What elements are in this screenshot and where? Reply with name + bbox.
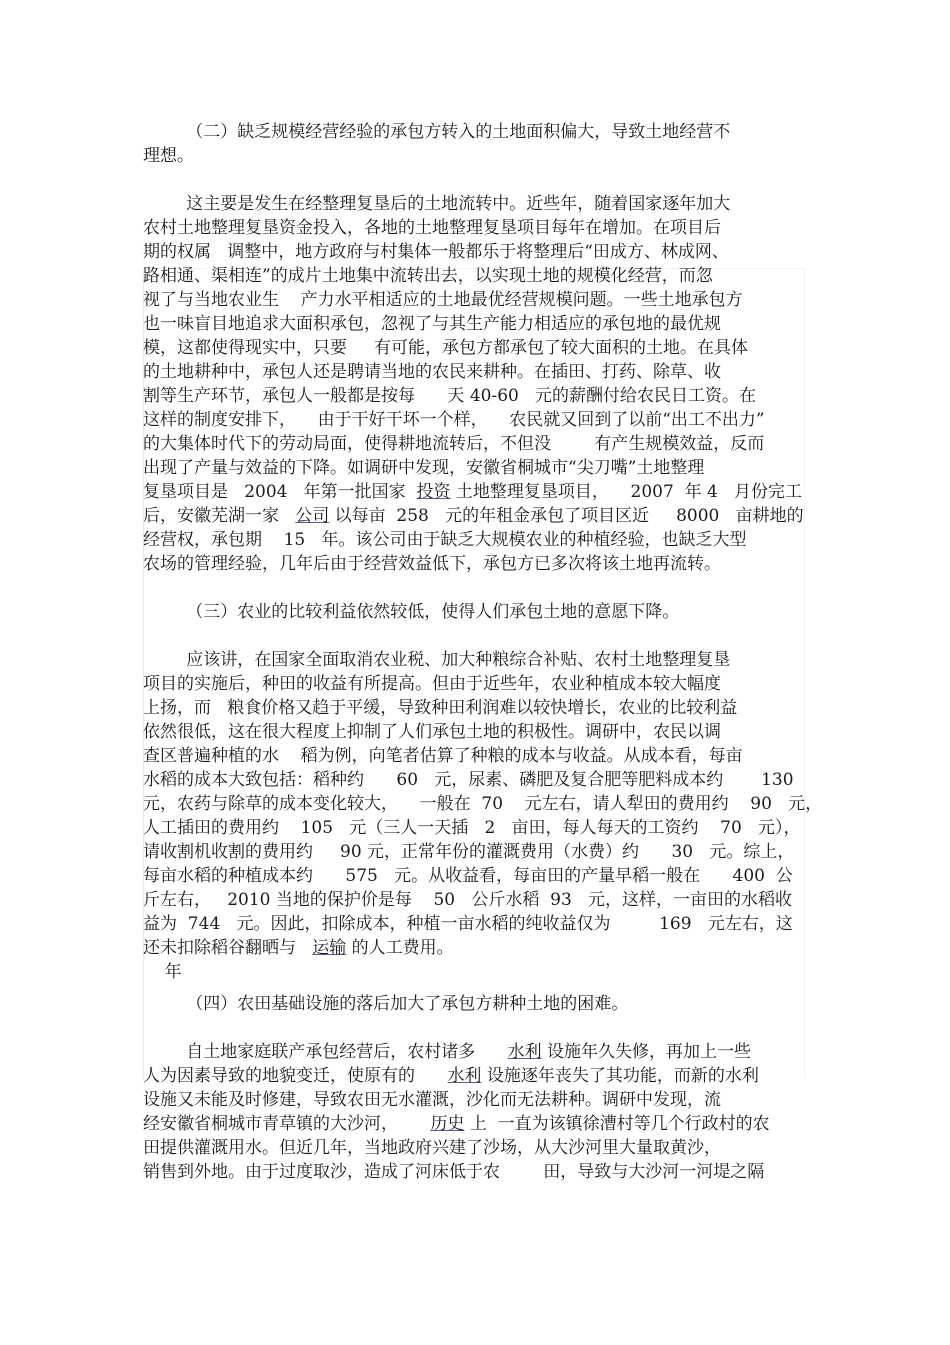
text-line <box>143 888 792 912</box>
keyword-link[interactable]: 历史 <box>430 1114 465 1134</box>
text-segment: 依然很低，这在很大程度上抑制了人们承包土地的积极性。调研中，农民以调 <box>143 722 721 742</box>
text-line <box>143 600 679 624</box>
keyword-link[interactable]: 投资 <box>416 482 451 502</box>
text-segment: 后，安徽芜湖一家 <box>143 506 296 526</box>
text-line <box>143 264 713 288</box>
text-segment: 销售到外地。由于过度取沙，造成了河床低于农 田，导致与大沙河一河堤之隔 <box>143 1162 765 1182</box>
text-line <box>143 192 730 216</box>
text-segment: （四）农田基础设施的落后加大了承包方耕种土地的困难。 <box>143 994 629 1014</box>
text-segment: 上扬，而 粮食价格又趋于平缓，导致种田利润难以较快增长，农业的比较利益 <box>143 698 738 718</box>
text-line <box>143 840 794 864</box>
text-line <box>143 552 721 576</box>
keyword-link[interactable]: 运输 <box>312 938 347 958</box>
text-line <box>143 312 721 336</box>
text-segment: 期的权属 调整中，地方政府与村集体一般都乐于将整理后“田成方、林成网、 <box>143 242 729 262</box>
text-line <box>143 336 748 360</box>
text-line <box>143 288 743 312</box>
text-segment: 也一味盲目地追求大面积承包，忽视了与其生产能力相适应的承包地的最优规 <box>143 314 721 334</box>
text-segment: 人为因素导致的地貌变迁，使原有的 <box>143 1066 448 1086</box>
text-line <box>143 992 628 1016</box>
text-segment: 路相通、渠相连”的成片土地集中流转出去，以实现土地的规模化经营，而忽 <box>143 266 713 286</box>
text-line <box>143 1088 721 1112</box>
text-line <box>143 864 793 888</box>
text-line <box>143 1136 721 1160</box>
text-segment: 的土地耕种中，承包人还是聘请当地的农民来耕种。在插田、打药、除草、收 <box>143 362 721 382</box>
text-segment: 这主要是发生在经整理复垦后的土地流转中。近些年，随着国家逐年加大 <box>143 194 731 214</box>
text-segment: 理想。 <box>143 146 194 166</box>
text-segment: 出现了产量与效益的下降。如调研中发现，安徽省桐城市“尖刀嘴”土地整理 <box>143 458 705 478</box>
text-line <box>143 816 800 840</box>
text-segment: 的人工费用。 <box>346 938 454 958</box>
text-line <box>143 648 730 672</box>
text-line <box>143 936 454 960</box>
text-line <box>143 384 756 408</box>
text-segment: 还未扣除稻谷翻晒与 <box>143 938 313 958</box>
text-line <box>143 720 721 744</box>
text-segment: 水稻的成本大致包括：稻种约 60 元，尿素、磷肥及复合肥等肥料成本约 130 <box>143 770 794 790</box>
text-line <box>143 960 182 984</box>
text-line <box>143 408 765 432</box>
text-segment: 经安徽省桐城市青草镇的大沙河， <box>143 1114 431 1134</box>
text-line <box>143 744 743 768</box>
text-segment: 土地整理复垦项目， 2007 年 4 月份完工 <box>450 482 803 502</box>
text-segment: 查区普遍种植的水 稻为例，向笔者估算了种粮的成本与收益。从成本看，每亩 <box>143 746 743 766</box>
text-segment: 经营权，承包期 15 年。该公司由于缺乏大规模农业的种植经验，也缺乏大型 <box>143 530 747 550</box>
text-segment: 这样的制度安排下， 由于干好干坏一个样， 农民就又回到了以前“出工不出力” <box>143 410 765 430</box>
text-segment: 农村土地整理复垦资金投入，各地的土地整理复垦项目每年在增加。在项目后 <box>143 218 721 238</box>
text-segment: （三）农业的比较利益依然较低，使得人们承包土地的意愿下降。 <box>143 602 680 622</box>
keyword-link[interactable]: 水利 <box>507 1042 542 1062</box>
text-segment: 的大集体时代下的劳动局面，使得耕地流转后，不但没 有产生规模效益，反而 <box>143 434 765 454</box>
text-segment: 设施年久失修，再加上一些 <box>541 1042 752 1062</box>
text-segment: 上 一直为该镇徐漕村等几个行政村的农 <box>464 1114 770 1134</box>
text-segment: 项目的实施后，种田的收益有所提高。但由于近些年，农业种植成本较大幅度 <box>143 674 721 694</box>
text-line <box>143 696 737 720</box>
text-segment: （二）缺乏规模经营经验的承包方转入的土地面积偏大，导致土地经营不 <box>143 122 731 142</box>
text-line <box>143 144 194 168</box>
text-segment: 益为 744 元。因此，扣除成本，种植一亩水稻的纯收益仅为 169 元左右，这 <box>143 914 793 934</box>
text-line <box>143 528 746 552</box>
text-segment: 每亩水稻的种植成本约 575 元。从收益看，每亩田的产量早稻一般在 400 公 <box>143 866 793 886</box>
keyword-link[interactable]: 水利 <box>447 1066 482 1086</box>
text-segment: 斤左右， 2010 当地的保护价是每 50 公斤水稻 93 元，这样，一亩田的水稻收 <box>143 890 792 910</box>
text-line <box>143 1064 759 1088</box>
text-line <box>143 216 721 240</box>
text-segment: 模，这都使得现实中，只要 有可能，承包方都承包了较大面积的土地。在具体 <box>143 338 749 358</box>
text-segment: 年 <box>143 962 182 982</box>
text-segment: 视了与当地农业生 产力水平相适应的土地最优经营规模问题。一些土地承包方 <box>143 290 743 310</box>
text-segment: 以每亩 258 元的年租金承包了项目区近 8000 亩耕地的 <box>329 506 804 526</box>
text-line <box>143 360 721 384</box>
text-segment: 割等生产环节，承包人一般都是按每 天 40-60 元的薪酬付给农民日工资。在 <box>143 386 757 406</box>
text-segment: 设施又未能及时修建，导致农田无水灌溉，沙化而无法耕种。调研中发现，流 <box>143 1090 721 1110</box>
text-line <box>143 912 793 936</box>
text-line <box>143 768 794 792</box>
text-line <box>143 1112 770 1136</box>
text-line <box>143 792 822 816</box>
text-segment: 请收割机收割的费用约 90 元，正常年份的灌溉费用（水费）约 30 元。综上， <box>143 842 795 862</box>
text-segment: 元，农药与除草的成本变化较大， 一般在 70 元左右，请人犁田的费用约 90 元， <box>143 794 823 814</box>
text-line <box>143 240 729 264</box>
text-segment: 人工插田的费用约 105 元（三人一天插 2 亩田，每人每天的工资约 70 元）， <box>143 818 801 838</box>
text-line <box>143 672 721 696</box>
text-line <box>143 504 804 528</box>
text-segment: 应该讲，在国家全面取消农业税、加大种粮综合补贴、农村土地整理复垦 <box>143 650 731 670</box>
text-line <box>143 120 730 144</box>
text-segment: 田提供灌溉用水。但近几年，当地政府兴建了沙场，从大沙河里大量取黄沙， <box>143 1138 721 1158</box>
text-line <box>143 456 704 480</box>
text-line <box>143 432 764 456</box>
text-segment: 自土地家庭联产承包经营后，农村诸多 <box>143 1042 508 1062</box>
text-segment: 农场的管理经验，几年后由于经营效益低下，承包方已多次将该土地再流转。 <box>143 554 721 574</box>
text-segment: 复垦项目是 2004 年第一批国家 <box>143 482 417 502</box>
text-line <box>143 1040 751 1064</box>
keyword-link[interactable]: 公司 <box>295 506 330 526</box>
text-line <box>143 1160 764 1184</box>
text-line <box>143 480 802 504</box>
text-segment: 设施逐年丧失了其功能，而新的水利 <box>481 1066 759 1086</box>
